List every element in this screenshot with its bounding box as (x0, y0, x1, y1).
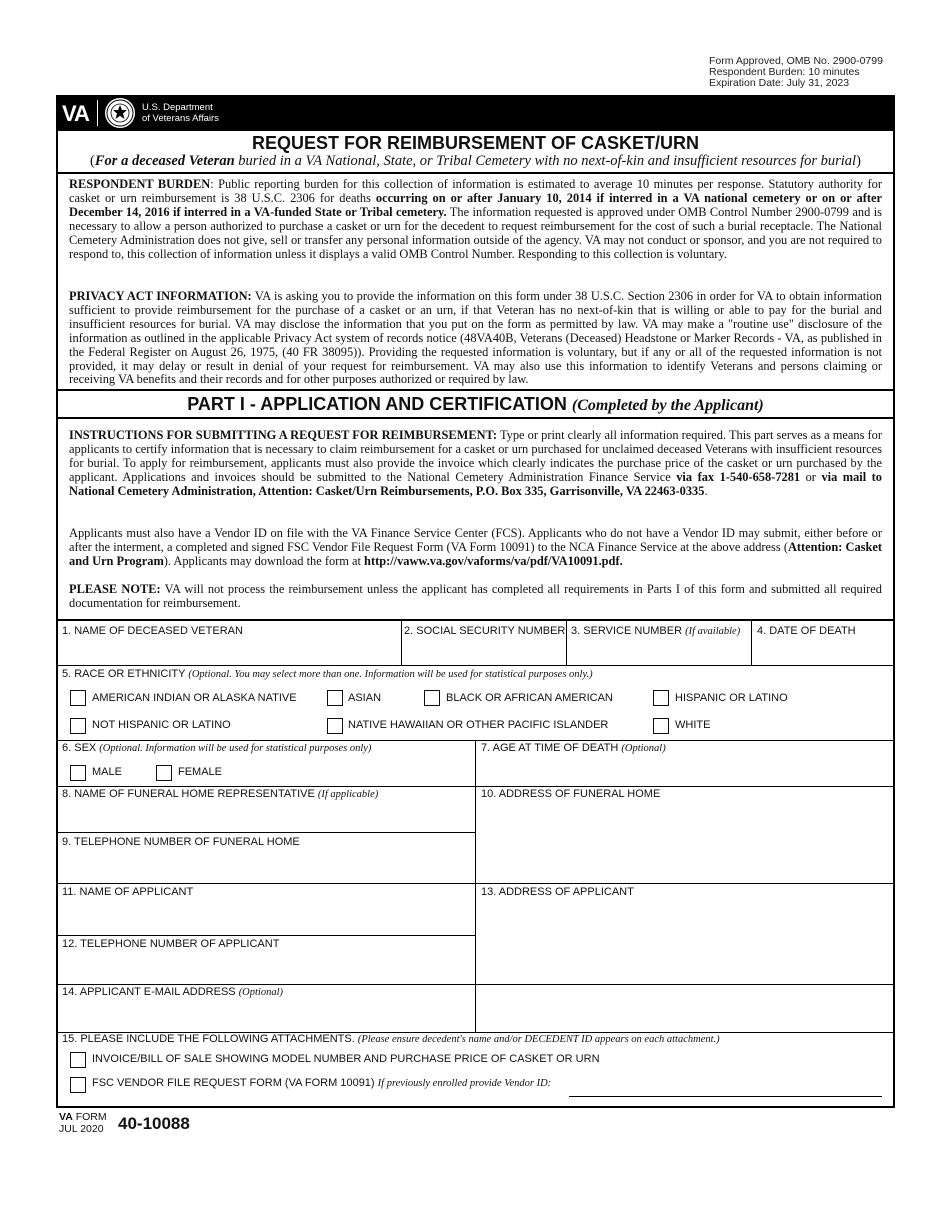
label-hispanic: HISPANIC OR LATINO (675, 692, 788, 704)
grid-line (56, 619, 895, 621)
checkbox-american-indian[interactable] (70, 690, 86, 706)
form-subtitle: (For a deceased Veteran buried in a VA National, State, or Tribal Cemetery with no next-of-kin and insufficient resources for burial) (90, 153, 861, 169)
respondent-burden: RESPONDENT BURDEN: Public reporting burden for this collection of information is estimated to average 10 minutes per response. Statutory authority for casket or urn reimbursement is 38 U.S.C. 2306 for deaths occurring on or after January 10, 2014 if interred in a VA national cemetery or on or after December 14, 2016 if interred in a VA-funded State or Tribal cemetery. The information requested is approved under OMB Control Number 2900-0799 and is necessary to allow a person authorized to purchase a casket or urn for the decedent to request reimbursement for the cost of such a burial receptacle. The National Cemetery Administration does not give, sell or transfer any personal information outside of the agency. VA may not conduct or sponsor, and you are not required to respond to, this collection of information unless it displays a valid OMB Control Number. Responding to this collection is voluntary. (69, 177, 882, 261)
instructions: INSTRUCTIONS FOR SUBMITTING A REQUEST FOR REIMBURSEMENT: Type or print clearly all information required. This part serves as a means for applicants to certify information that is necessary to claim reimbursement for a casket or urn purchased for unclaimed deceased Veterans with insufficient resources for burial. To apply for reimbursement, applicants must also provide the invoice which clearly indicates the purchase price of the casket or urn purchased by the applicant. Applications and invoices should be submitted to the National Cemetery Administration Finance Service via fax 1-540-658-7281 or via mail to National Cemetery Administration, Attention: Casket/Urn Reimbursements, P.O. Box 335, Garrisonville, VA 22463-0335. (69, 428, 882, 498)
field-label-deceased-name: 1. NAME OF DECEASED VETERAN (62, 625, 243, 637)
field-label-funeral-home-rep: 8. NAME OF FUNERAL HOME REPRESENTATIVE (If applicable) (62, 788, 379, 800)
checkbox-fsc-vendor-form[interactable] (70, 1077, 86, 1093)
omb-number: Form Approved, OMB No. 2900-0799 (709, 55, 883, 67)
vendor-id-note: Applicants must also have a Vendor ID on file with the VA Finance Service Center (FCS). Applicants who do not have a Vendor ID may submit, either before or after the interment, a completed and signed FSC Vendor File Request Form (VA Form 10091) to the NCA Finance Service at the above address (Attention: Casket and Urn Program). Applicants may download the form at http://vaww.va.gov/vaforms/va/pdf/VA10091.pdf. (69, 526, 883, 568)
label-not-hispanic: NOT HISPANIC OR LATINO (92, 719, 231, 731)
label-asian: ASIAN (348, 692, 382, 704)
grid-line (56, 665, 895, 666)
grid-line (475, 740, 476, 1032)
va-seal-icon (104, 97, 136, 129)
label-native-hawaiian: NATIVE HAWAIIAN OR OTHER PACIFIC ISLANDER (348, 719, 609, 731)
respondent-burden-time: Respondent Burden: 10 minutes (709, 66, 860, 78)
divider (56, 417, 895, 419)
label-invoice: INVOICE/BILL OF SALE SHOWING MODEL NUMBER AND PURCHASE PRICE OF CASKET OR URN (92, 1053, 600, 1065)
label-fsc-vendor-form: FSC VENDOR FILE REQUEST FORM (VA FORM 10091) If previously enrolled provide Vendor ID: (92, 1077, 552, 1089)
field-label-age-at-death: 7. AGE AT TIME OF DEATH (Optional) (481, 742, 666, 754)
checkbox-asian[interactable] (327, 690, 343, 706)
grid-line (566, 620, 567, 665)
checkbox-not-hispanic[interactable] (70, 718, 86, 734)
label-female: FEMALE (178, 766, 223, 778)
grid-line (401, 620, 402, 665)
checkbox-native-hawaiian[interactable] (327, 718, 343, 734)
field-label-applicant-phone: 12. TELEPHONE NUMBER OF APPLICANT (62, 938, 280, 950)
field-label-applicant-email: 14. APPLICANT E-MAIL ADDRESS (Optional) (62, 986, 284, 998)
field-label-ssn: 2. SOCIAL SECURITY NUMBER (404, 625, 566, 637)
label-black: BLACK OR AFRICAN AMERICAN (446, 692, 613, 704)
privacy-act-information: PRIVACY ACT INFORMATION: VA is asking you to provide the information on this form under 38 U.S.C. Section 2306 in order for VA to obtain information sufficient to provide reimbursement for the purchase of a casket or an urn, if that Veteran has no next-of-kin that is willing or able to pay for the burial and insufficient resources for burial. VA may disclose the information that you put on the form as permitted by law. VA may make a "routine use" disclosure of the information as outlined in the applicable Privacy Act system of records notice (48VA40B, Veterans (Deceased) Headstone or Marker Records - VA, as published in the Federal Register on August 26, 1975, (40 FR 38095)). Providing the requested information is voluntary, but if any or all of the requested information is not provided, it may delay or result in denial of your request for reimbursement. VA may also use this information to identify Veterans and persons claiming or receiving VA benefits and their records and for other purposes authorized or required by law. (69, 289, 883, 387)
field-label-date-of-death: 4. DATE OF DEATH (757, 625, 856, 637)
divider (56, 172, 895, 174)
form-title: REQUEST FOR REIMBURSEMENT OF CASKET/URN (251, 133, 699, 153)
omb-info (709, 56, 883, 89)
vendor-id-input[interactable] (569, 1096, 882, 1097)
field-label-applicant-address: 13. ADDRESS OF APPLICANT (481, 886, 634, 898)
expiration-date: Expiration Date: July 31, 2023 (709, 77, 850, 89)
checkbox-white[interactable] (653, 718, 669, 734)
label-male: MALE (92, 766, 122, 778)
grid-line (56, 883, 895, 884)
form-label: VA FORM JUL 2020 (59, 1111, 107, 1135)
department-name: U.S. Department of Veterans Affairs (142, 102, 219, 124)
field-label-sex: 6. SEX (Optional. Information will be used for statistical purposes only) (62, 742, 372, 754)
please-note: PLEASE NOTE: VA will not process the reimbursement unless the applicant has completed all requirements in Parts I of this form and submitted all required documentation for reimbursement. (69, 582, 882, 610)
checkbox-black[interactable] (424, 690, 440, 706)
field-label-attachments: 15. PLEASE INCLUDE THE FOLLOWING ATTACHMENTS. (Please ensure decedent's name and/or DECEDENT ID appears on each attachment.) (62, 1033, 720, 1045)
grid-line (56, 935, 475, 936)
grid-line (56, 786, 895, 787)
header-divider (97, 100, 98, 126)
field-label-race-ethnicity: 5. RACE OR ETHNICITY (Optional. You may select more than one. Information will be used for statistical purposes only.) (62, 668, 593, 680)
checkbox-hispanic[interactable] (653, 690, 669, 706)
field-label-funeral-home-address: 10. ADDRESS OF FUNERAL HOME (481, 788, 661, 800)
va-logo-text: VA (62, 101, 89, 126)
checkbox-male[interactable] (70, 765, 86, 781)
label-white: WHITE (675, 719, 711, 731)
field-label-funeral-home-phone: 9. TELEPHONE NUMBER OF FUNERAL HOME (62, 836, 300, 848)
checkbox-female[interactable] (156, 765, 172, 781)
grid-line (751, 620, 752, 665)
part1-title: PART I - APPLICATION AND CERTIFICATION (Completed by the Applicant) (187, 394, 764, 414)
label-american-indian: AMERICAN INDIAN OR ALASKA NATIVE (92, 692, 297, 704)
divider (56, 389, 895, 391)
field-label-applicant-name: 11. NAME OF APPLICANT (62, 886, 194, 898)
grid-line (56, 984, 895, 985)
checkbox-invoice[interactable] (70, 1052, 86, 1068)
field-label-service-number: 3. SERVICE NUMBER (If available) (571, 625, 741, 637)
form-number: 40-10088 (118, 1114, 190, 1133)
grid-line (56, 832, 475, 833)
